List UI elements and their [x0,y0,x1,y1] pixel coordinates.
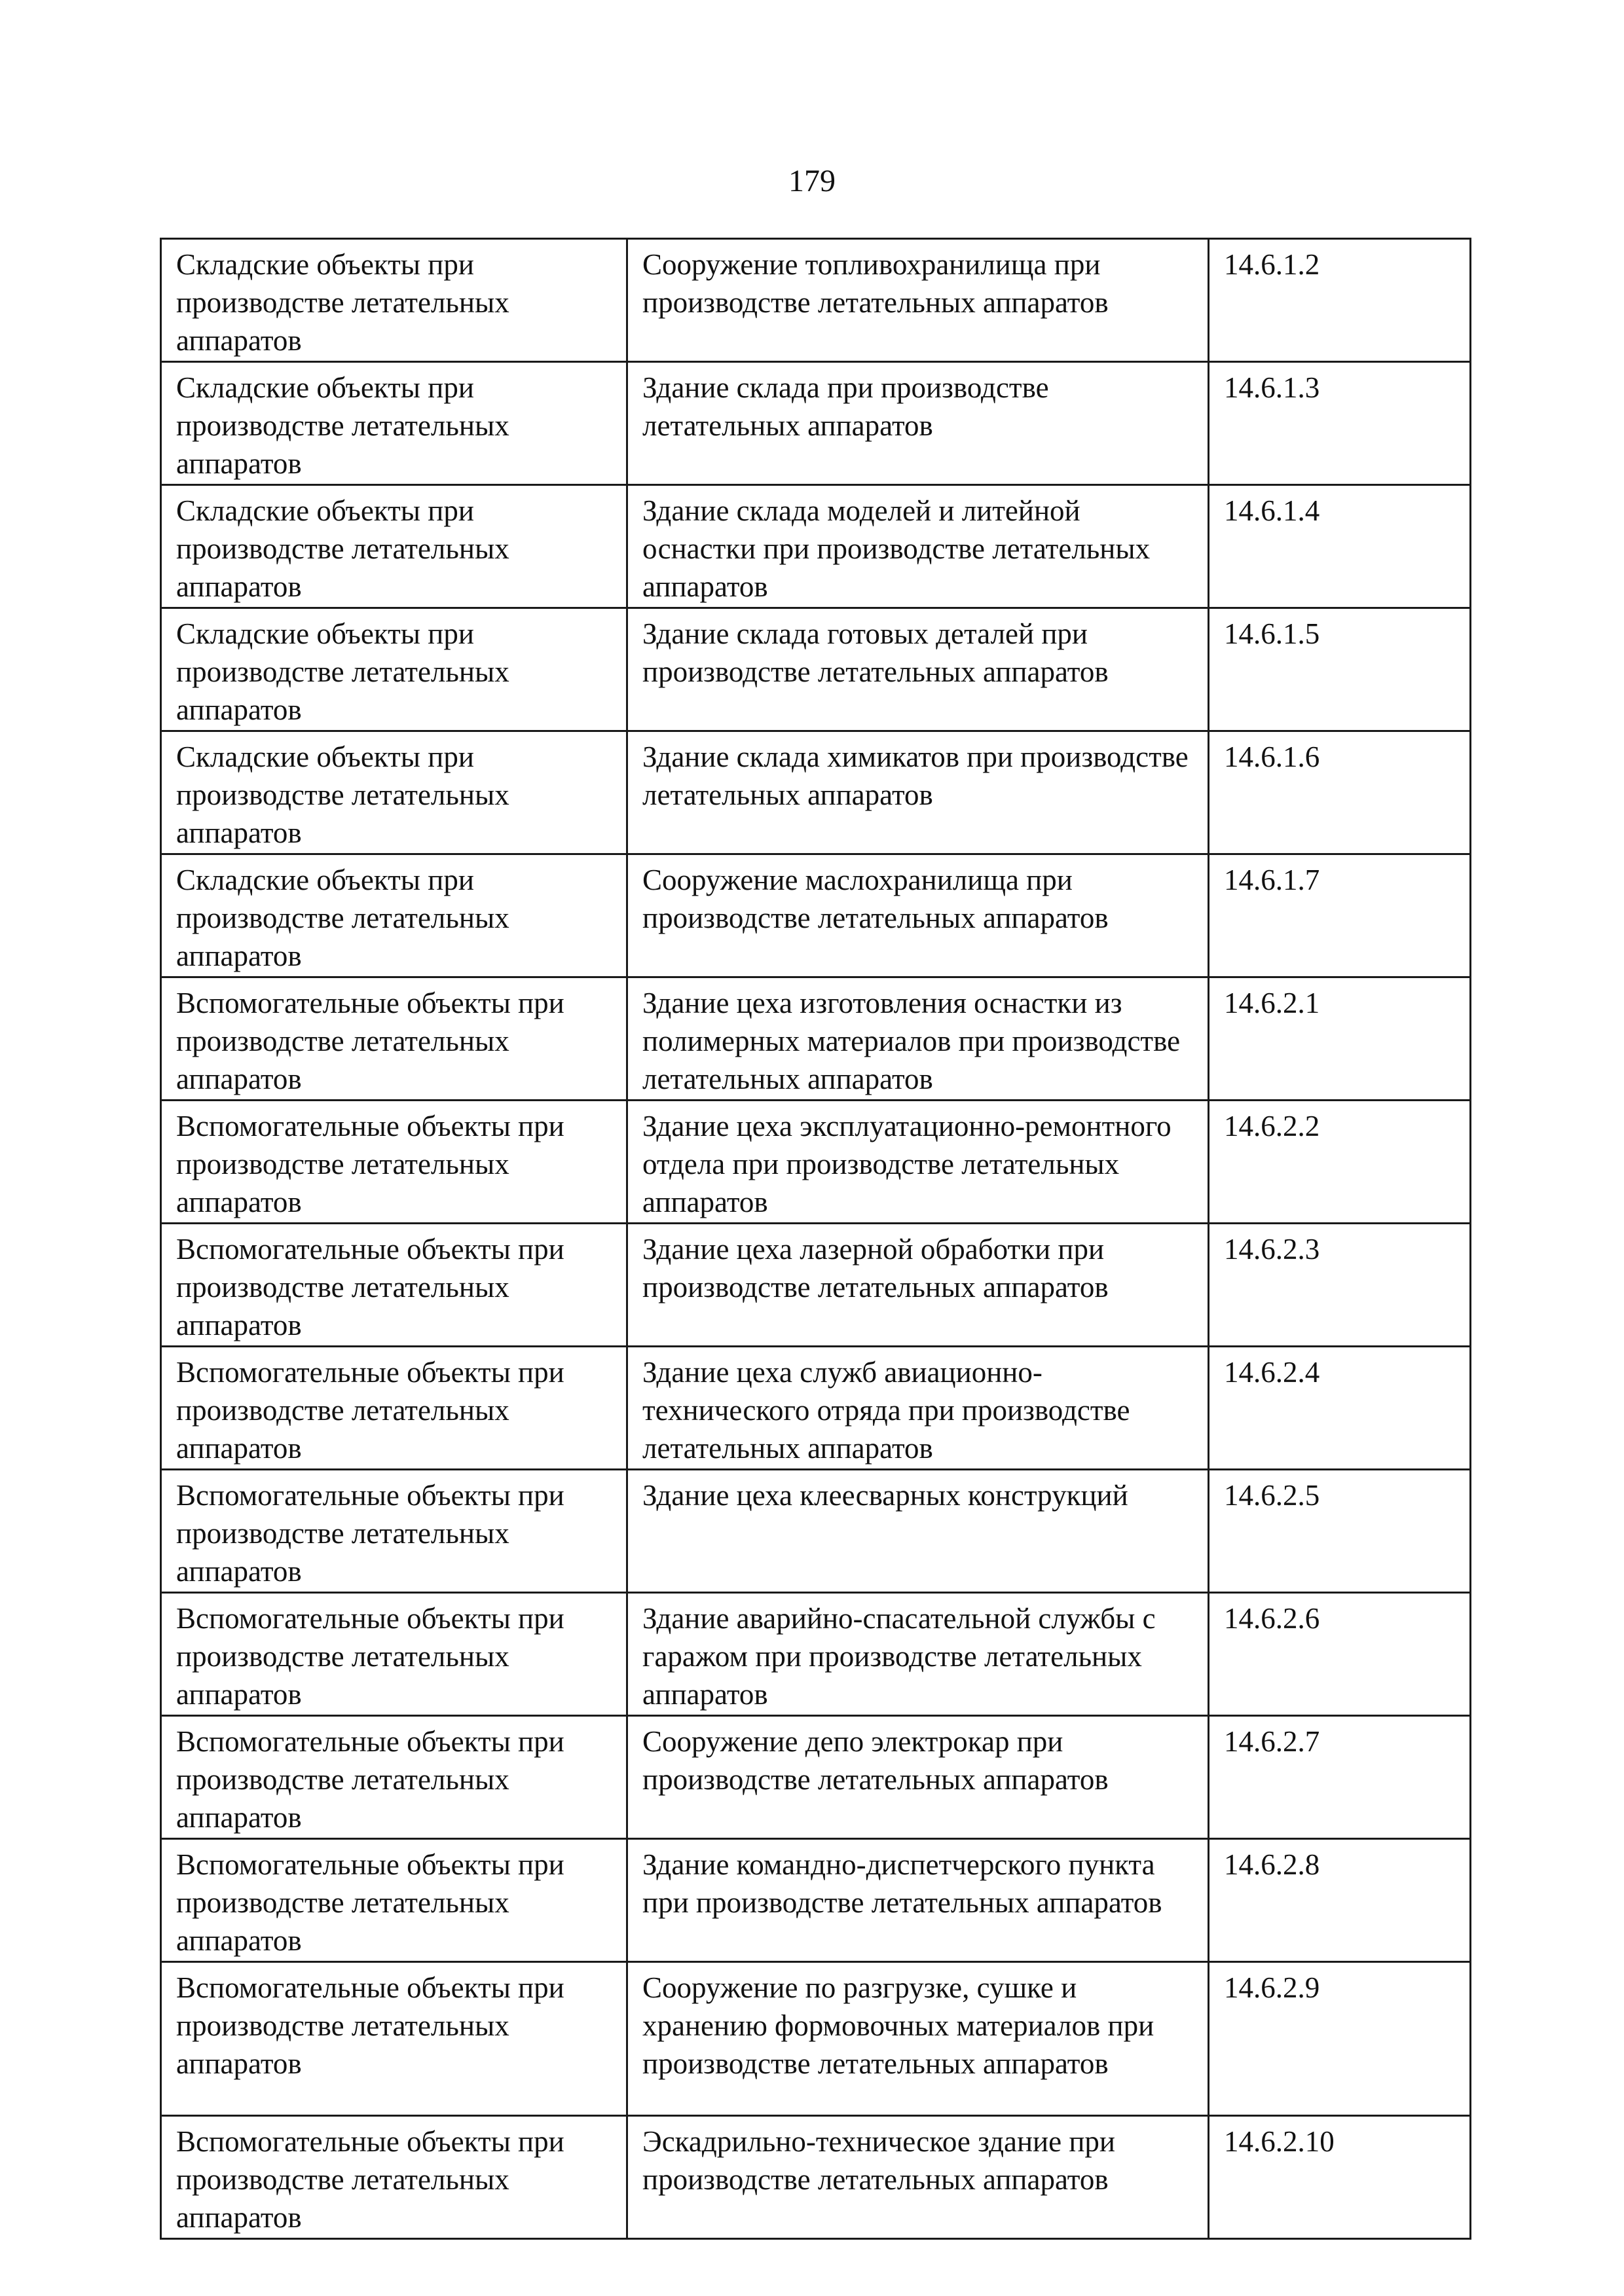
object-cell: Здание склада химикатов при производстве летательных аппаратов [627,731,1209,854]
category-cell: Складские объекты при производстве летательных аппаратов [161,485,627,608]
object-cell: Здание цеха клеесварных конструкций [627,1470,1209,1593]
category-cell: Вспомогательные объекты при производстве летательных аппаратов [161,977,627,1101]
table-row [161,608,1471,731]
category-cell: Вспомогательные объекты при производстве летательных аппаратов [161,1593,627,1716]
object-cell: Здание цеха эксплуатационно-ремонтного отдела при производстве летательных аппаратов [627,1101,1209,1224]
object-cell: Сооружение по разгрузке, сушке и хранению формовочных материалов при производстве летательных аппаратов [627,1962,1209,2116]
category-cell: Вспомогательные объекты при производстве летательных аппаратов [161,1347,627,1470]
object-cell: Сооружение маслохранилища при производстве летательных аппаратов [627,854,1209,977]
object-cell: Здание цеха служб авиационно-технического отряда при производстве летательных аппаратов [627,1347,1209,1470]
code-cell: 14.6.2.4 [1209,1347,1471,1470]
table-row [161,1470,1471,1593]
category-cell: Вспомогательные объекты при производстве летательных аппаратов [161,2116,627,2239]
table-row [161,1839,1471,1962]
table-row [161,1347,1471,1470]
object-cell: Сооружение топливохранилища при производстве летательных аппаратов [627,239,1209,362]
code-cell: 14.6.2.3 [1209,1224,1471,1347]
object-cell: Здание склада готовых деталей при производстве летательных аппаратов [627,608,1209,731]
category-cell: Складские объекты при производстве летательных аппаратов [161,362,627,485]
table-row [161,1716,1471,1839]
category-cell: Складские объекты при производстве летательных аппаратов [161,239,627,362]
page-number: 179 [788,164,836,198]
category-cell: Вспомогательные объекты при производстве летательных аппаратов [161,1470,627,1593]
table-row [161,854,1471,977]
table-body [161,239,1471,2239]
object-cell: Здание командно-диспетчерского пункта при производстве летательных аппаратов [627,1839,1209,1962]
object-cell: Здание склада моделей и литейной оснастки при производстве летательных аппаратов [627,485,1209,608]
object-cell: Эскадрильно-техническое здание при производстве летательных аппаратов [627,2116,1209,2239]
table-row [161,1593,1471,1716]
table-row [161,239,1471,362]
code-cell: 14.6.2.1 [1209,977,1471,1101]
code-cell: 14.6.2.6 [1209,1593,1471,1716]
table-row [161,485,1471,608]
code-cell: 14.6.1.2 [1209,239,1471,362]
code-cell: 14.6.1.3 [1209,362,1471,485]
category-cell: Складские объекты при производстве летательных аппаратов [161,608,627,731]
object-cell: Сооружение депо электрокар при производстве летательных аппаратов [627,1716,1209,1839]
category-cell: Вспомогательные объекты при производстве летательных аппаратов [161,1962,627,2116]
code-cell: 14.6.1.5 [1209,608,1471,731]
object-cell: Здание цеха изготовления оснастки из полимерных материалов при производстве летательных аппаратов [627,977,1209,1101]
category-cell: Складские объекты при производстве летательных аппаратов [161,731,627,854]
table-row [161,1224,1471,1347]
objects-table [160,238,1471,2240]
code-cell: 14.6.2.8 [1209,1839,1471,1962]
table-row [161,731,1471,854]
code-cell: 14.6.1.6 [1209,731,1471,854]
table-row [161,1962,1471,2116]
code-cell: 14.6.2.2 [1209,1101,1471,1224]
category-cell: Вспомогательные объекты при производстве летательных аппаратов [161,1716,627,1839]
category-cell: Вспомогательные объекты при производстве летательных аппаратов [161,1224,627,1347]
table-row [161,977,1471,1101]
code-cell: 14.6.2.9 [1209,1962,1471,2116]
table-row [161,362,1471,485]
category-cell: Вспомогательные объекты при производстве летательных аппаратов [161,1839,627,1962]
table-row [161,1101,1471,1224]
code-cell: 14.6.1.7 [1209,854,1471,977]
code-cell: 14.6.1.4 [1209,485,1471,608]
table-row [161,2116,1471,2239]
object-cell: Здание цеха лазерной обработки при производстве летательных аппаратов [627,1224,1209,1347]
code-cell: 14.6.2.5 [1209,1470,1471,1593]
code-cell: 14.6.2.10 [1209,2116,1471,2239]
code-cell: 14.6.2.7 [1209,1716,1471,1839]
category-cell: Вспомогательные объекты при производстве летательных аппаратов [161,1101,627,1224]
object-cell: Здание склада при производстве летательных аппаратов [627,362,1209,485]
object-cell: Здание аварийно-спасательной службы с гаражом при производстве летательных аппаратов [627,1593,1209,1716]
category-cell: Складские объекты при производстве летательных аппаратов [161,854,627,977]
